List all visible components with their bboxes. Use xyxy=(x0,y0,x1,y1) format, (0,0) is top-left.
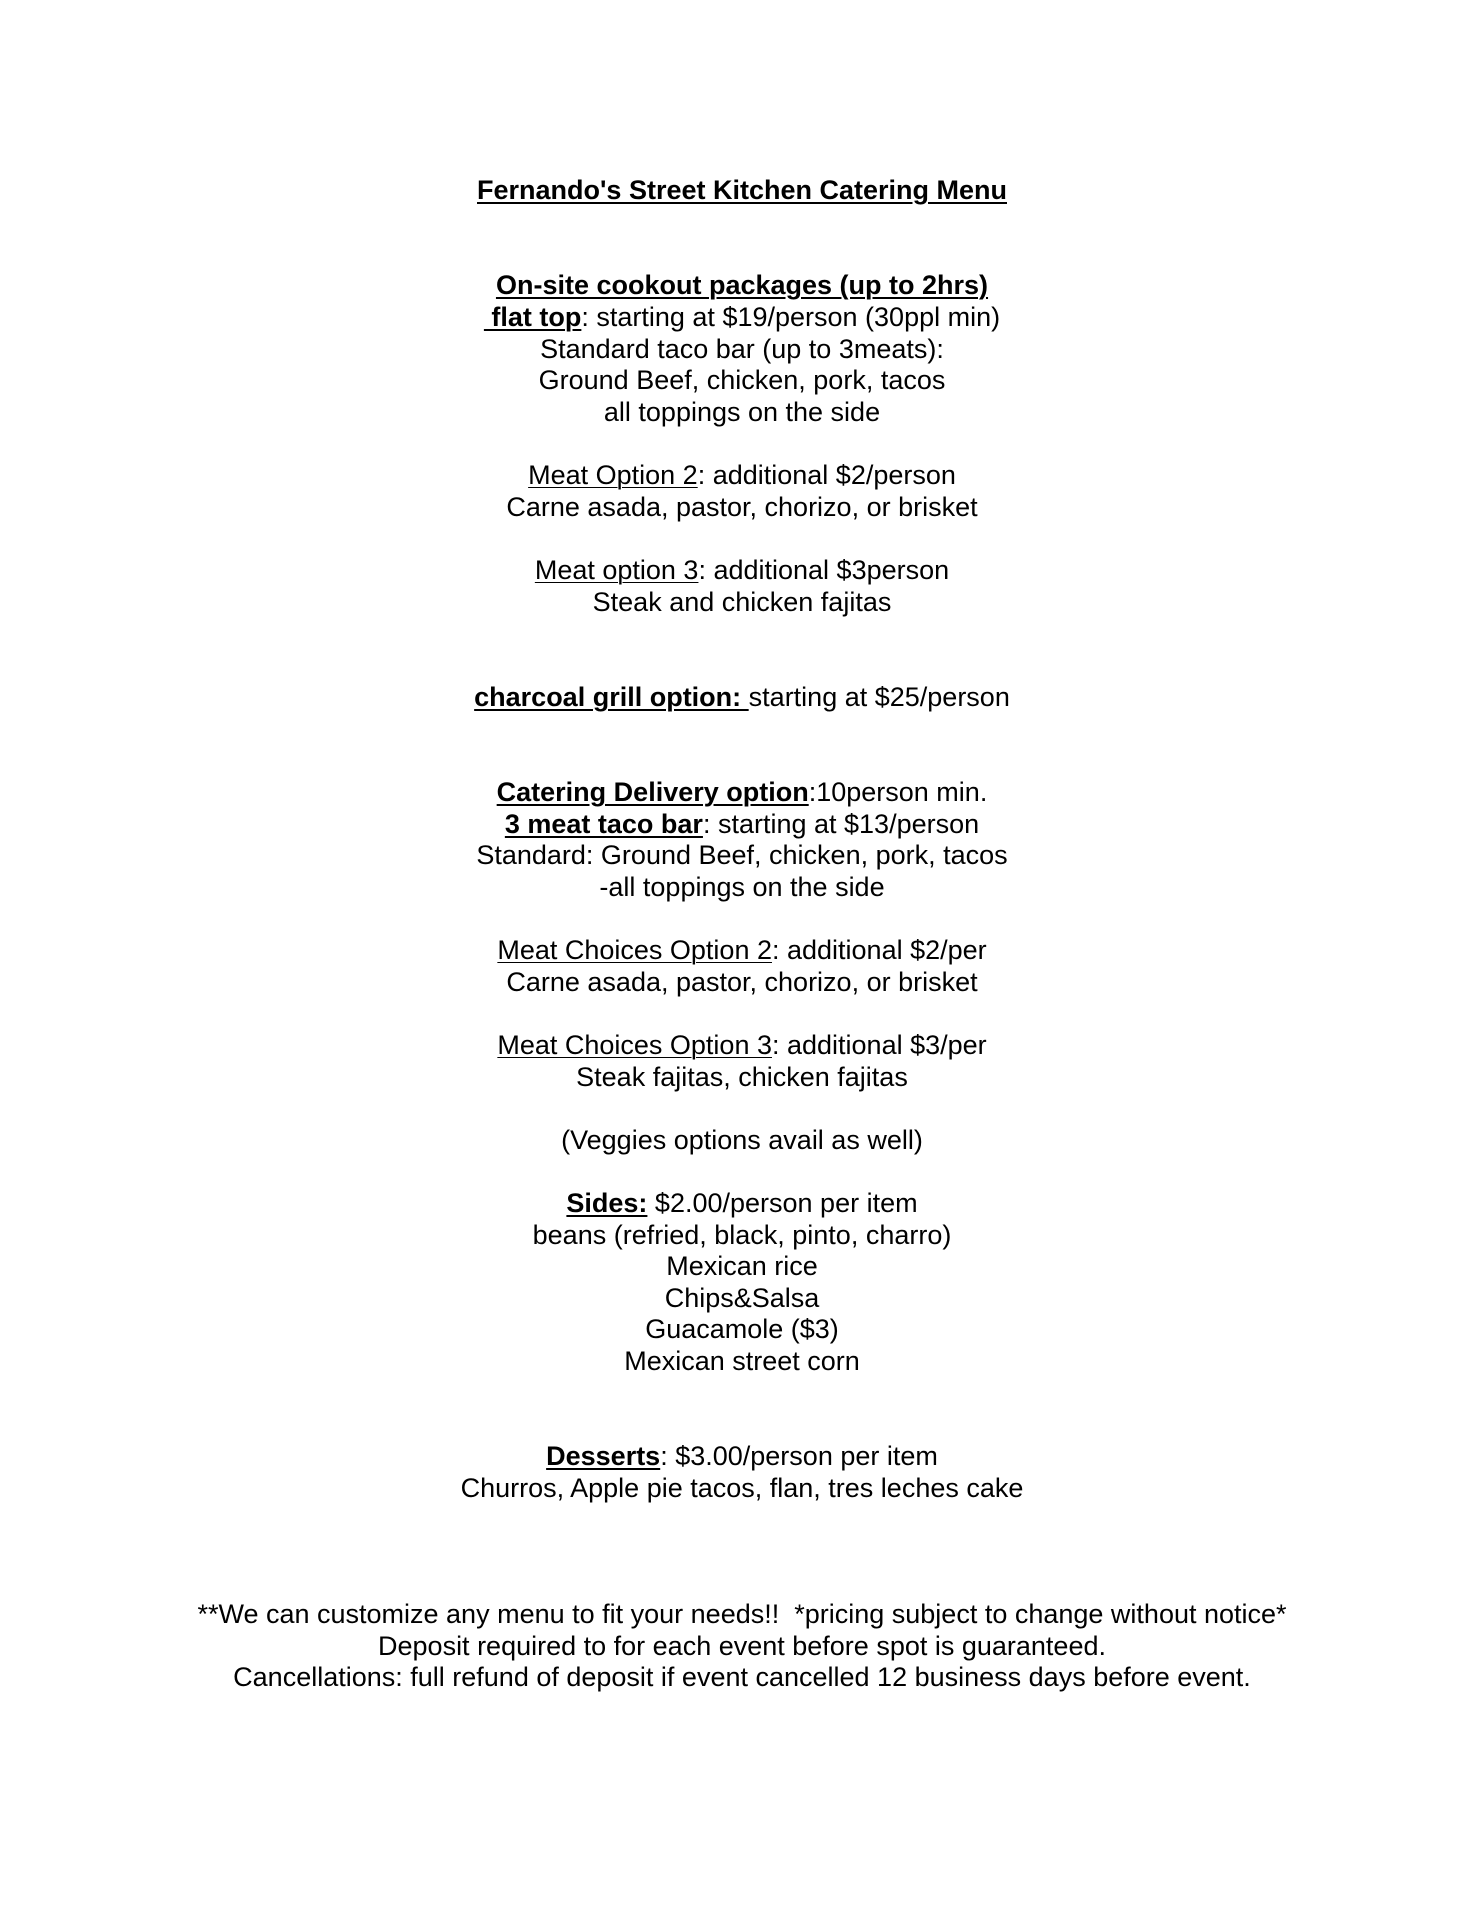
side-item: beans (refried, black, pinto, charro) xyxy=(532,1220,952,1250)
delivery-option-2-line xyxy=(0,934,1484,966)
veggies-note: (Veggies options avail as well) xyxy=(561,1125,923,1155)
delivery-option-2-text: : additional $2/per xyxy=(771,935,987,965)
onsite-option-3-text: : additional $3person xyxy=(698,555,950,585)
footer-line-2: Deposit required to for each event before spot is guaranteed. xyxy=(378,1631,1106,1661)
desserts-label: Desserts xyxy=(546,1441,661,1471)
onsite-standard-line: Standard taco bar (up to 3meats): xyxy=(540,334,944,364)
flat-top-line xyxy=(0,301,1484,333)
delivery-text: :10person min. xyxy=(808,777,988,807)
side-item: Mexican street corn xyxy=(624,1346,860,1376)
sides-label: Sides: xyxy=(566,1188,648,1218)
footer-line-3: Cancellations: full refund of deposit if event cancelled 12 business days before event. xyxy=(233,1662,1251,1692)
side-item: Guacamole ($3) xyxy=(645,1314,839,1344)
onsite-option-2-line xyxy=(0,459,1484,491)
onsite-option-2-items: Carne asada, pastor, chorizo, or brisket xyxy=(506,492,978,522)
page-title: Fernando's Street Kitchen Catering Menu xyxy=(477,175,1007,205)
delivery-standard-line: Standard: Ground Beef, chicken, pork, tacos xyxy=(476,840,1008,870)
onsite-option-2-label: Meat Option 2 xyxy=(528,460,698,490)
side-item: Mexican rice xyxy=(666,1251,818,1281)
charcoal-line xyxy=(0,681,1484,713)
onsite-meats-line: Ground Beef, chicken, pork, tacos xyxy=(538,365,946,395)
flat-top-text: : starting at $19/person (30ppl min) xyxy=(581,302,1001,332)
sides-text: $2.00/person per item xyxy=(647,1188,918,1218)
onsite-toppings-line: all toppings on the side xyxy=(603,397,881,427)
onsite-option-2-text: : additional $2/person xyxy=(697,460,956,490)
flat-top-label: flat top xyxy=(483,302,582,332)
delivery-heading-line xyxy=(0,776,1484,808)
charcoal-text: starting at $25/person xyxy=(748,682,1010,712)
delivery-option-3-line xyxy=(0,1029,1484,1061)
delivery-toppings-line: -all toppings on the side xyxy=(599,872,885,902)
desserts-text: : $3.00/person per item xyxy=(660,1441,938,1471)
onsite-option-3-items: Steak and chicken fajitas xyxy=(592,587,892,617)
delivery-option-3-label: Meat Choices Option 3 xyxy=(497,1030,772,1060)
delivery-label: Catering Delivery option xyxy=(496,777,809,807)
onsite-option-3-line xyxy=(0,554,1484,586)
delivery-option-2-items: Carne asada, pastor, chorizo, or brisket xyxy=(506,967,978,997)
delivery-option-3-items: Steak fajitas, chicken fajitas xyxy=(576,1062,908,1092)
sides-heading-line xyxy=(0,1187,1484,1219)
delivery-option-2-label: Meat Choices Option 2 xyxy=(497,935,772,965)
charcoal-label: charcoal grill option: xyxy=(474,682,749,712)
desserts-heading-line xyxy=(0,1440,1484,1472)
onsite-heading: On-site cookout packages (up to 2hrs) xyxy=(495,270,989,300)
delivery-option-3-text: : additional $3/per xyxy=(771,1030,987,1060)
desserts-items: Churros, Apple pie tacos, flan, tres leches cake xyxy=(460,1473,1024,1503)
footer-line-1: **We can customize any menu to fit your needs!! *pricing subject to change without notice* xyxy=(197,1599,1287,1629)
onsite-option-3-label: Meat option 3 xyxy=(534,555,699,585)
taco-bar-line xyxy=(0,808,1484,840)
taco-bar-label: 3 meat taco bar xyxy=(504,809,703,839)
taco-bar-text: : starting at $13/person xyxy=(702,809,980,839)
side-item: Chips&Salsa xyxy=(664,1283,820,1313)
